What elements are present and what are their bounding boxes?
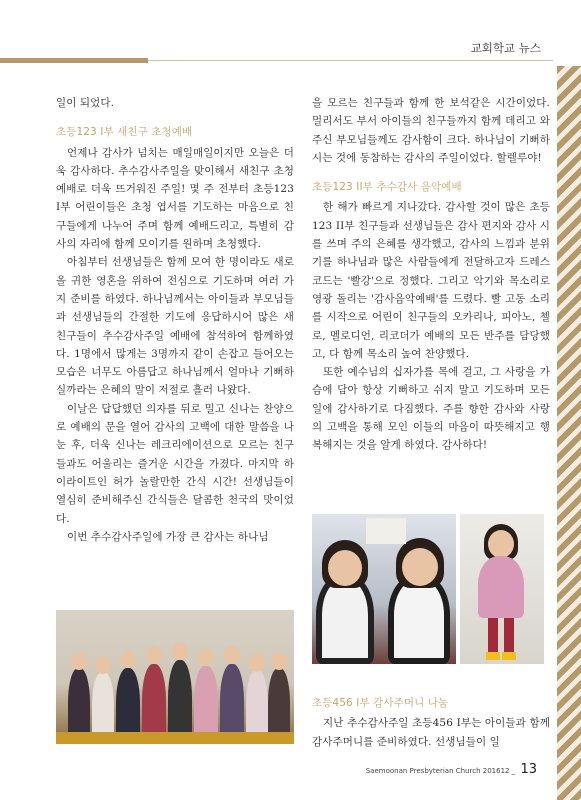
paragraph: 아침부터 선생님들은 함께 모여 한 명이라도 새로 올 귀한 영혼을 위하여 전심으로 기도하며 여러 가지 준비를 하였다. 하나님께서는 아이들과 부모님들과 선생님들의 간절한 기도에 응답하시어 많은 새 친구들이 추수감사주일 예배에 참석하여 함께하였다. 1명에서 많게는 3명까지 같이 손잡고 들어오는 모습은 너무도 아름답고 하나님께서 얼마나 기뻐하실까라는 은혜의 말이 저절로 흘러 나왔다. xyxy=(56,256,294,397)
left-column xyxy=(56,94,294,546)
group-photo xyxy=(56,610,294,744)
section-heading: 초등123 I부 새친구 초청예배 xyxy=(56,126,193,139)
section-heading: 초등123 II부 추수감사 음악예배 xyxy=(312,181,462,194)
paragraph: 언제나 감사가 넘치는 매일매일이지만 오늘은 더욱 감사하다. 추수감사주일을 맞이해서 새친구 초청예배로 더욱 뜨거워진 주일! 몇 주 전부터 초등123 I부 어린이들은 초청 엽서를 기도하는 마음으로 친구들에게 나누어 주며 함께 예배드리고, 특별히 감사의 자리에 함께 모이기를 원하며 초청했다. xyxy=(56,146,294,251)
paragraph: 일이 되었다. xyxy=(56,97,115,109)
girl-photo xyxy=(460,514,544,664)
section-label: 교회학교 뉴스 xyxy=(470,41,541,55)
paragraph: 또한 예수님의 십자가를 목에 걸고, 그 사랑을 가슴에 담아 항상 기뻐하고 쉬지 말고 기도하며 모든 일에 감사하기로 다짐했다. 주를 향한 감사와 사랑의 고백을 통해 모인 이들의 마음이 따뜻해지고 행복해지는 것을 알게 하였다. 감사하다! xyxy=(312,366,550,452)
right-column-bottom xyxy=(312,694,550,751)
paragraph: 을 모르는 친구들과 함께 한 보석같은 시간이었다. 멀리서도 부서 아이들의 친구들까지 함께 데리고 와주신 부모님들께도 감사함이 크다. 하나님이 기뻐하시는 것에 동참하는 감사의 주일이었다. 할렐루야! xyxy=(312,97,550,164)
music-photo xyxy=(312,514,456,664)
header-accent-bar xyxy=(0,58,148,63)
page-footer: Saemoonan Presbyterian Church 201612 _ 13 xyxy=(365,762,537,777)
paragraph: 한 해가 빠르게 지나갔다. 감사할 것이 많은 초등123 II부 친구들과 선생님들은 감사 편지와 감사 시를 쓰며 주의 은혜를 생각했고, 감사의 느낌과 분위기를 하나님과 많은 사람들에게 전달하고자 드레스 코드는 '빨강'으로 정했다. 그리고 악기와 목소리로 영광 돌리는 '감사음악예배'를 드렸다. 빨 고동 소리를 시작으로 어린이 친구들의 오카리나, 피아노, 첼로, 멜로디언, 리코더가 예배의 모든 반주를 담당했고, 다 함께 목소리 높여 찬양했다. xyxy=(312,201,550,360)
header-rule xyxy=(148,60,553,61)
right-column xyxy=(312,94,550,455)
paragraph: 이번 추수감사주일에 가장 큰 감사는 하나님 xyxy=(67,530,269,543)
church-name: Saemoonan Presbyterian Church xyxy=(365,767,481,775)
page-number: 13 xyxy=(520,762,537,777)
section-heading: 초등456 I부 감사주머니 나눔 xyxy=(312,697,449,709)
decorative-stripe xyxy=(557,66,581,800)
paragraph: 이날은 답답했던 의자를 뒤로 밀고 신나는 찬양으로 예배의 문을 열어 감사의 고백에 대한 말씀을 나눈 후, 더욱 신나는 레크리에이션으로 모르는 친구들과도 어울리는 즐거운 시간을 가졌다. 마지막 하이라이트인 허가 놀랄만한 간식 시간! 선생님들이 열심히 준비해주신 간식들은 달콤한 천국의 맛이었다. xyxy=(56,402,294,525)
issue-number: 201612 xyxy=(482,767,510,775)
paragraph: 지난 추수감사주일 초등456 I부는 아이들과 함께 감사주머니를 준비하였다. 선생님들이 일 xyxy=(312,717,550,748)
